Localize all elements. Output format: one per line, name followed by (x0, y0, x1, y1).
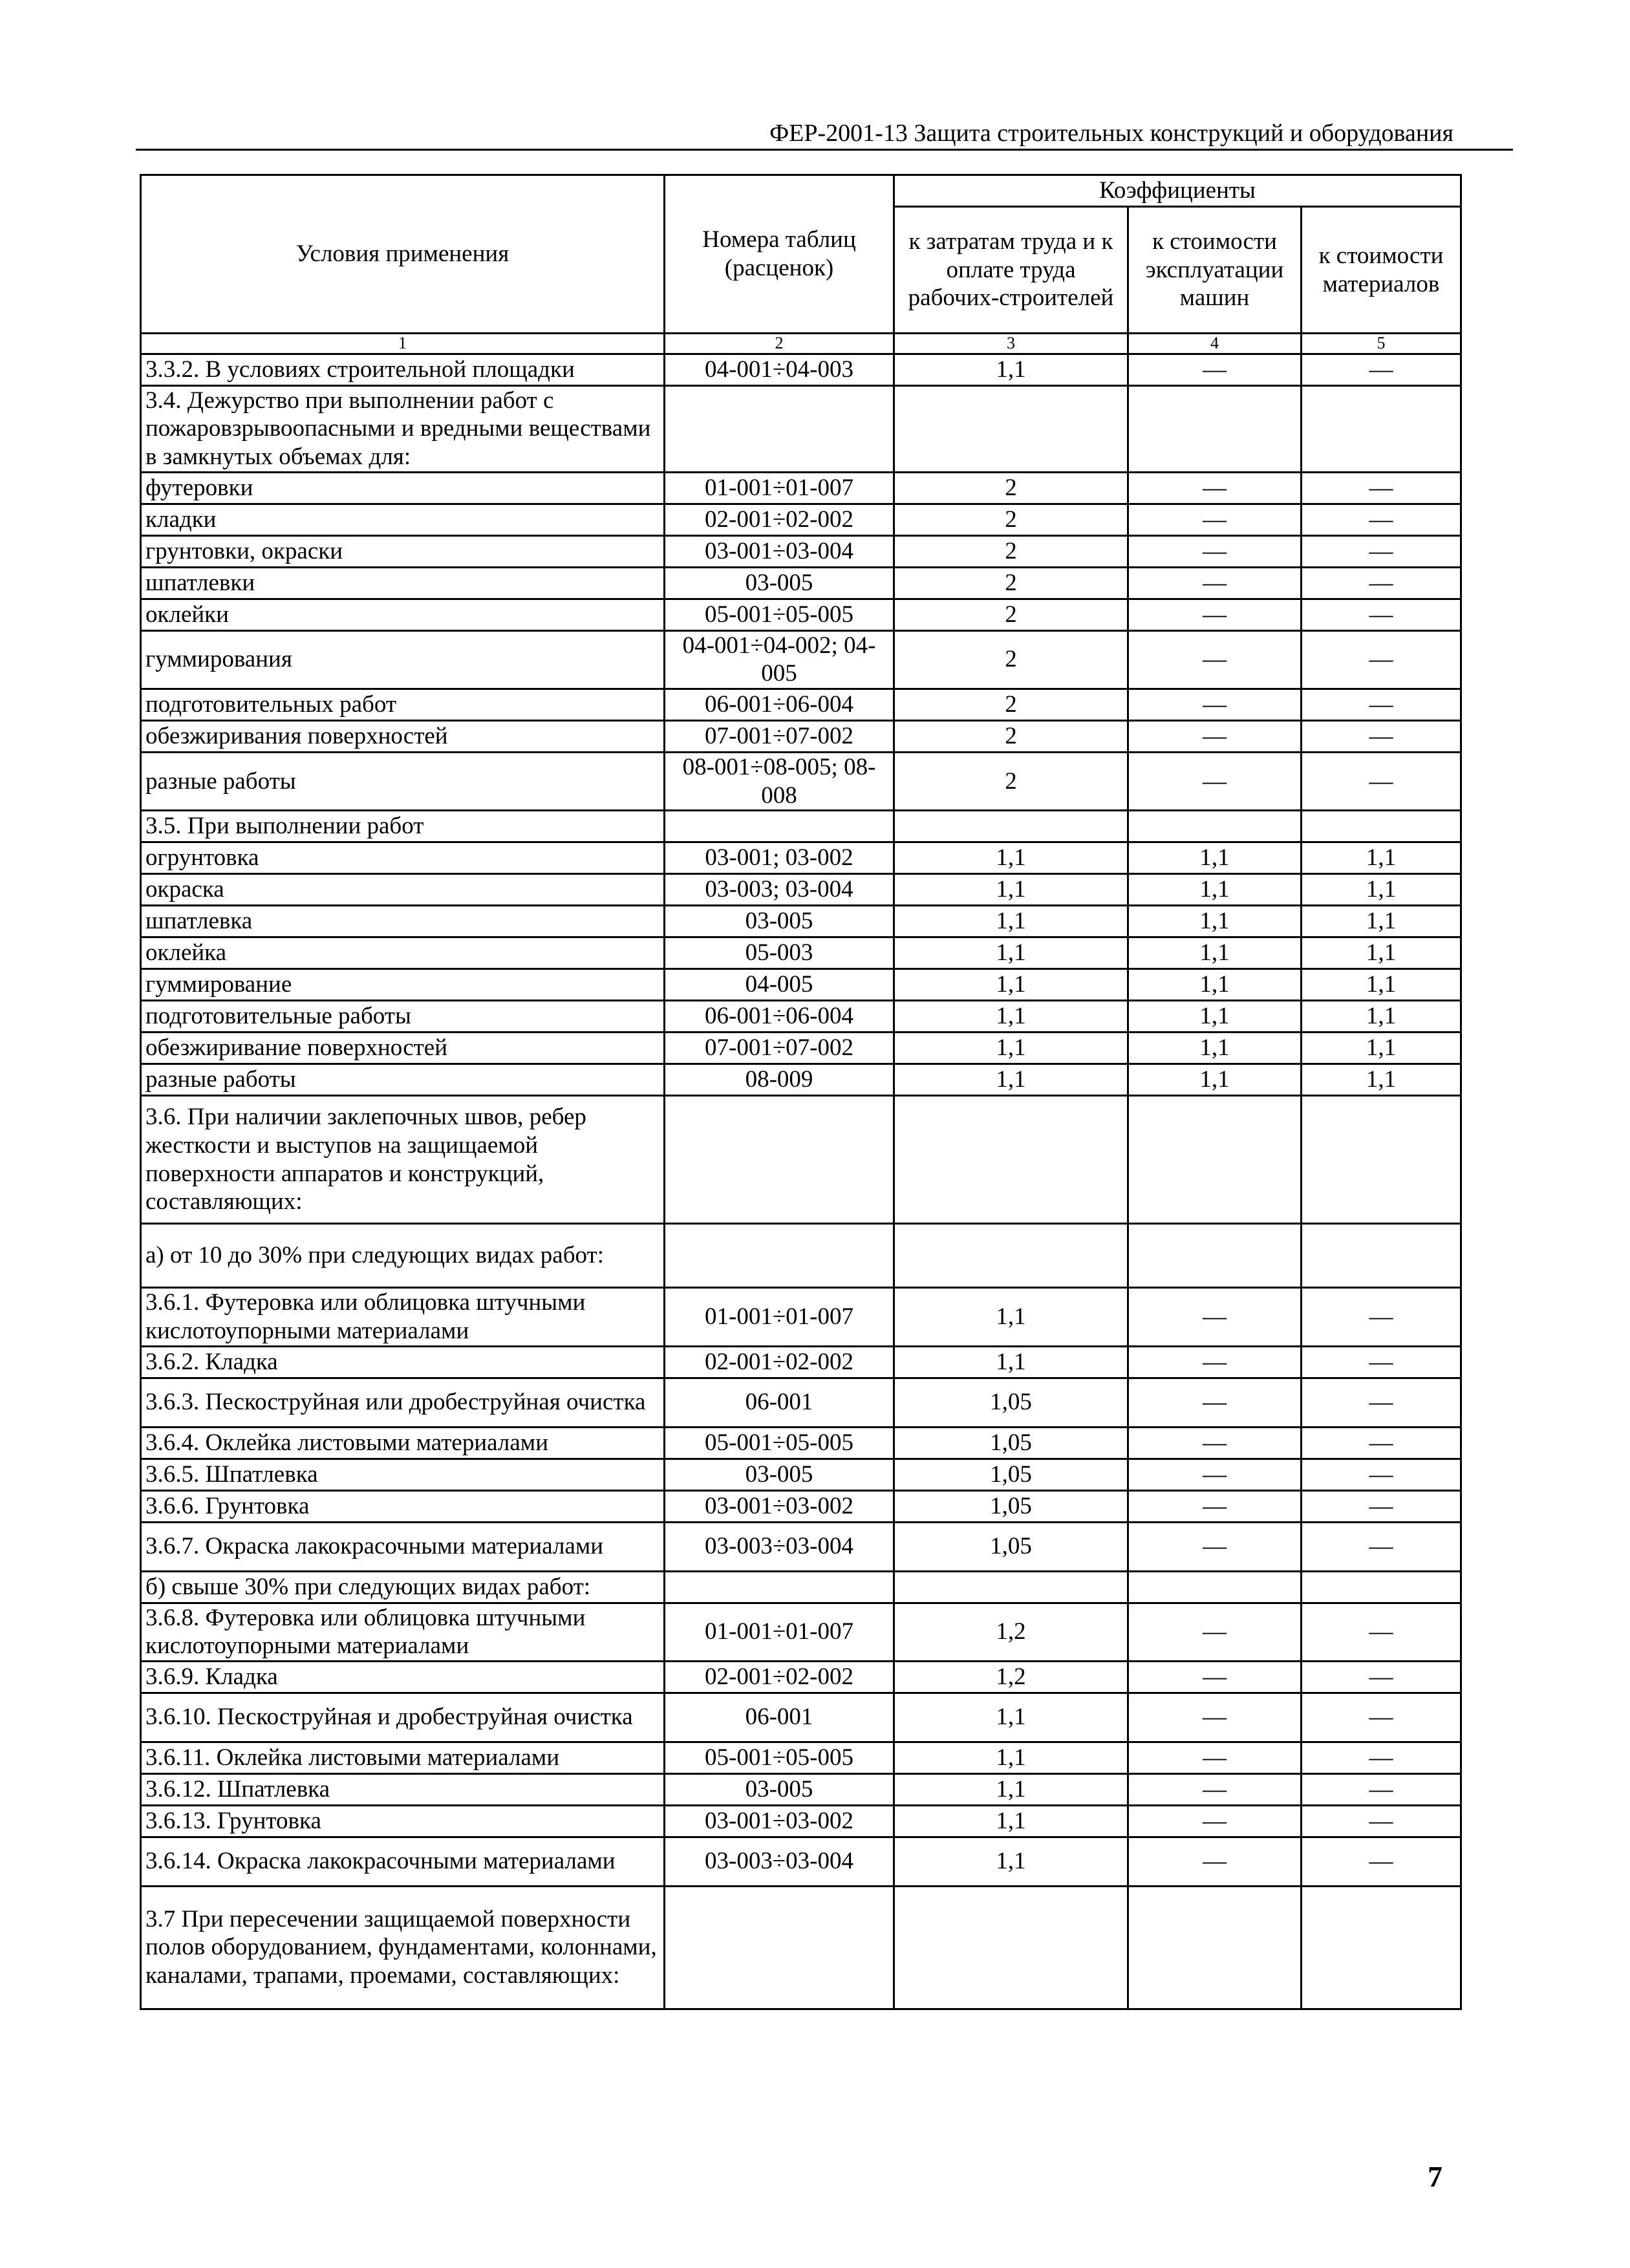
materials-coefficient (1302, 1224, 1461, 1288)
labor-coefficient: 2 (894, 472, 1128, 504)
condition-cell: 3.5. При выполнении работ (141, 811, 665, 842)
materials-coefficient: — (1302, 1459, 1461, 1490)
condition-cell: футеровки (141, 472, 665, 504)
labor-coefficient: 1,1 (894, 1837, 1128, 1886)
condition-cell: 3.6.4. Оклейка листовыми материалами (141, 1427, 665, 1459)
table-row (141, 535, 1461, 567)
materials-coefficient: — (1302, 1490, 1461, 1522)
table-row (141, 1224, 1461, 1288)
table-row (141, 1805, 1461, 1837)
page-header (136, 115, 1513, 151)
materials-coefficient: — (1302, 752, 1461, 810)
condition-cell: шпатлевка (141, 906, 665, 937)
condition-cell: 3.6.10. Пескоструйная и дробеструйная очистка (141, 1693, 665, 1742)
table-row (141, 1693, 1461, 1742)
labor-coefficient: 1,1 (894, 969, 1128, 1001)
materials-coefficient: — (1302, 1837, 1461, 1886)
header-conditions: Условия применения (141, 175, 665, 334)
condition-cell: б) свыше 30% при следующих видах работ: (141, 1571, 665, 1603)
condition-cell: 3.6.1. Футеровка или облицовка штучными кислотоупорными материалами (141, 1288, 665, 1346)
condition-cell: оклейки (141, 599, 665, 630)
machines-coefficient (1128, 811, 1302, 842)
machines-coefficient: — (1128, 1837, 1302, 1886)
condition-cell: подготовительные работы (141, 1001, 665, 1032)
table-number-cell: 05-001÷05-005 (665, 1427, 894, 1459)
table-number-cell: 05-001÷05-005 (665, 599, 894, 630)
table-number-cell: 02-001÷02-002 (665, 504, 894, 535)
condition-cell: подготовительных работ (141, 689, 665, 720)
machines-coefficient: — (1128, 535, 1302, 567)
condition-cell: 3.6.7. Окраска лакокрасочными материалами (141, 1522, 665, 1571)
machines-coefficient: — (1128, 567, 1302, 599)
labor-coefficient: 1,2 (894, 1661, 1128, 1693)
table-row (141, 874, 1461, 906)
condition-cell: 3.6.5. Шпатлевка (141, 1459, 665, 1490)
machines-coefficient (1128, 1886, 1302, 2009)
machines-coefficient: — (1128, 689, 1302, 720)
header-labor: к затратам труда и к оплате труда рабочих-строителей (894, 207, 1128, 334)
labor-coefficient: 2 (894, 689, 1128, 720)
materials-coefficient (1302, 811, 1461, 842)
condition-cell: окраска (141, 874, 665, 906)
table-number-cell: 04-001÷04-002; 04-005 (665, 630, 894, 689)
machines-coefficient: — (1128, 1490, 1302, 1522)
materials-coefficient: — (1302, 567, 1461, 599)
table-number-cell: 04-005 (665, 969, 894, 1001)
materials-coefficient: — (1302, 1378, 1461, 1427)
table-number-cell: 06-001 (665, 1693, 894, 1742)
machines-coefficient: 1,1 (1128, 937, 1302, 969)
header-coefficients: Коэффициенты (894, 175, 1461, 207)
condition-cell: 3.6.6. Грунтовка (141, 1490, 665, 1522)
machines-coefficient: — (1128, 1603, 1302, 1661)
header-table-numbers: Номера таблиц (расценок) (665, 175, 894, 334)
condition-cell: огрунтовка (141, 842, 665, 874)
machines-coefficient: 1,1 (1128, 1032, 1302, 1064)
table-row (141, 1064, 1461, 1096)
table-row (141, 1096, 1461, 1224)
labor-coefficient: 1,05 (894, 1459, 1128, 1490)
table-row (141, 630, 1461, 689)
condition-cell: разные работы (141, 752, 665, 810)
column-index: 4 (1128, 334, 1302, 354)
materials-coefficient: 1,1 (1302, 969, 1461, 1001)
condition-cell: 3.6.2. Кладка (141, 1346, 665, 1378)
table-number-cell (665, 385, 894, 472)
labor-coefficient: 2 (894, 504, 1128, 535)
column-index: 5 (1302, 334, 1461, 354)
machines-coefficient: — (1128, 630, 1302, 689)
materials-coefficient: — (1302, 1773, 1461, 1805)
table-row (141, 1427, 1461, 1459)
condition-cell: кладки (141, 504, 665, 535)
machines-coefficient: — (1128, 1693, 1302, 1742)
table-row (141, 1288, 1461, 1346)
table-row (141, 1742, 1461, 1773)
table-row (141, 1032, 1461, 1064)
materials-coefficient: — (1302, 535, 1461, 567)
condition-cell: 3.6.8. Футеровка или облицовка штучными кислотоупорными материалами (141, 1603, 665, 1661)
machines-coefficient: 1,1 (1128, 842, 1302, 874)
condition-cell: 3.3.2. В условиях строительной площадки (141, 354, 665, 385)
machines-coefficient (1128, 385, 1302, 472)
table-number-cell: 03-005 (665, 1459, 894, 1490)
labor-coefficient: 1,05 (894, 1427, 1128, 1459)
labor-coefficient: 1,1 (894, 937, 1128, 969)
machines-coefficient: 1,1 (1128, 874, 1302, 906)
table-row (141, 1346, 1461, 1378)
condition-cell: 3.6.3. Пескоструйная или дробеструйная очистка (141, 1378, 665, 1427)
machines-coefficient: — (1128, 1288, 1302, 1346)
materials-coefficient (1302, 1096, 1461, 1224)
table-row (141, 842, 1461, 874)
materials-coefficient: — (1302, 1427, 1461, 1459)
table-row (141, 385, 1461, 472)
machines-coefficient: 1,1 (1128, 1064, 1302, 1096)
materials-coefficient: 1,1 (1302, 937, 1461, 969)
materials-coefficient: — (1302, 354, 1461, 385)
labor-coefficient: 2 (894, 630, 1128, 689)
materials-coefficient: — (1302, 1346, 1461, 1378)
table-row (141, 1490, 1461, 1522)
table-row (141, 567, 1461, 599)
table-row (141, 689, 1461, 720)
machines-coefficient (1128, 1224, 1302, 1288)
labor-coefficient (894, 1224, 1128, 1288)
machines-coefficient: — (1128, 752, 1302, 810)
machines-coefficient: — (1128, 1346, 1302, 1378)
labor-coefficient (894, 1096, 1128, 1224)
table-number-cell (665, 1571, 894, 1603)
table-row (141, 720, 1461, 752)
table-number-cell: 03-005 (665, 906, 894, 937)
machines-coefficient (1128, 1571, 1302, 1603)
table-row (141, 1001, 1461, 1032)
table-row (141, 1522, 1461, 1571)
materials-coefficient: — (1302, 472, 1461, 504)
header-machines: к стоимости эксплуатации машин (1128, 207, 1302, 334)
table-number-cell: 05-001÷05-005 (665, 1742, 894, 1773)
machines-coefficient: — (1128, 1378, 1302, 1427)
table-number-cell: 04-001÷04-003 (665, 354, 894, 385)
labor-coefficient: 2 (894, 535, 1128, 567)
machines-coefficient: 1,1 (1128, 1001, 1302, 1032)
table-number-cell: 07-001÷07-002 (665, 720, 894, 752)
table-number-cell: 06-001 (665, 1378, 894, 1427)
materials-coefficient: — (1302, 1693, 1461, 1742)
condition-cell: 3.7 При пересечении защищаемой поверхности полов оборудованием, фундаментами, колоннами, каналами, трапами, проемами, составляющих: (141, 1886, 665, 2009)
labor-coefficient (894, 811, 1128, 842)
labor-coefficient: 2 (894, 752, 1128, 810)
materials-coefficient: — (1302, 1603, 1461, 1661)
materials-coefficient: — (1302, 599, 1461, 630)
labor-coefficient: 1,1 (894, 1346, 1128, 1378)
machines-coefficient: — (1128, 472, 1302, 504)
table-number-cell: 03-005 (665, 1773, 894, 1805)
machines-coefficient: 1,1 (1128, 906, 1302, 937)
document-title: ФЕР-2001-13 Защита строительных конструкций и оборудования (769, 120, 1453, 147)
table-number-cell (665, 1224, 894, 1288)
materials-coefficient (1302, 1571, 1461, 1603)
table-row (141, 1603, 1461, 1661)
labor-coefficient: 1,1 (894, 1288, 1128, 1346)
machines-coefficient: — (1128, 1459, 1302, 1490)
materials-coefficient: — (1302, 720, 1461, 752)
table-number-cell: 03-001÷03-002 (665, 1490, 894, 1522)
machines-coefficient: — (1128, 720, 1302, 752)
materials-coefficient (1302, 385, 1461, 472)
table-number-cell: 08-001÷08-005; 08-008 (665, 752, 894, 810)
machines-coefficient: — (1128, 1742, 1302, 1773)
labor-coefficient: 1,1 (894, 1693, 1128, 1742)
labor-coefficient: 1,1 (894, 354, 1128, 385)
materials-coefficient: 1,1 (1302, 1064, 1461, 1096)
header-materials: к стоимости материалов (1302, 207, 1461, 334)
table-row (141, 1378, 1461, 1427)
labor-coefficient (894, 385, 1128, 472)
table-row (141, 937, 1461, 969)
materials-coefficient: — (1302, 689, 1461, 720)
table-row (141, 599, 1461, 630)
labor-coefficient: 1,05 (894, 1522, 1128, 1571)
materials-coefficient: — (1302, 630, 1461, 689)
labor-coefficient: 1,05 (894, 1490, 1128, 1522)
machines-coefficient: — (1128, 1805, 1302, 1837)
machines-coefficient: — (1128, 1773, 1302, 1805)
table-number-cell: 08-009 (665, 1064, 894, 1096)
table-number-cell: 05-003 (665, 937, 894, 969)
materials-coefficient: 1,1 (1302, 1032, 1461, 1064)
labor-coefficient: 1,1 (894, 1064, 1128, 1096)
machines-coefficient: — (1128, 1427, 1302, 1459)
table-row (141, 969, 1461, 1001)
table-number-cell: 03-001; 03-002 (665, 842, 894, 874)
table-number-cell: 03-003÷03-004 (665, 1837, 894, 1886)
condition-cell: 3.6. При наличии заклепочных швов, ребер жесткости и выступов на защищаемой поверхности аппаратов и конструкций, составляющих: (141, 1096, 665, 1224)
table-number-cell: 01-001÷01-007 (665, 472, 894, 504)
table-row (141, 1459, 1461, 1490)
labor-coefficient (894, 1886, 1128, 2009)
materials-coefficient: — (1302, 1742, 1461, 1773)
condition-cell: 3.6.9. Кладка (141, 1661, 665, 1693)
column-index-row (141, 334, 1461, 354)
materials-coefficient: — (1302, 1522, 1461, 1571)
materials-coefficient: 1,1 (1302, 906, 1461, 937)
condition-cell: разные работы (141, 1064, 665, 1096)
table-number-cell: 03-003÷03-004 (665, 1522, 894, 1571)
table-number-cell (665, 1886, 894, 2009)
materials-coefficient: 1,1 (1302, 874, 1461, 906)
materials-coefficient: 1,1 (1302, 842, 1461, 874)
labor-coefficient: 2 (894, 599, 1128, 630)
table-row (141, 906, 1461, 937)
labor-coefficient: 2 (894, 567, 1128, 599)
machines-coefficient: 1,1 (1128, 969, 1302, 1001)
column-index: 2 (665, 334, 894, 354)
materials-coefficient: — (1302, 1661, 1461, 1693)
condition-cell: 3.6.11. Оклейка листовыми материалами (141, 1742, 665, 1773)
condition-cell: 3.6.12. Шпатлевка (141, 1773, 665, 1805)
machines-coefficient: — (1128, 599, 1302, 630)
materials-coefficient (1302, 1886, 1461, 2009)
table-number-cell: 03-003; 03-004 (665, 874, 894, 906)
table-row (141, 1571, 1461, 1603)
machines-coefficient: — (1128, 354, 1302, 385)
table-number-cell: 01-001÷01-007 (665, 1288, 894, 1346)
table-row (141, 1773, 1461, 1805)
condition-cell: обезжиривания поверхностей (141, 720, 665, 752)
labor-coefficient: 1,1 (894, 1773, 1128, 1805)
table-number-cell: 01-001÷01-007 (665, 1603, 894, 1661)
machines-coefficient (1128, 1096, 1302, 1224)
materials-coefficient: — (1302, 1288, 1461, 1346)
table-number-cell: 06-001÷06-004 (665, 1001, 894, 1032)
table-number-cell (665, 1096, 894, 1224)
labor-coefficient: 1,1 (894, 842, 1128, 874)
table-row (141, 504, 1461, 535)
condition-cell: 3.6.14. Окраска лакокрасочными материалами (141, 1837, 665, 1886)
table-number-cell: 02-001÷02-002 (665, 1661, 894, 1693)
materials-coefficient: — (1302, 504, 1461, 535)
labor-coefficient: 1,2 (894, 1603, 1128, 1661)
column-index: 1 (141, 334, 665, 354)
condition-cell: 3.4. Дежурство при выполнении работ с пожаровзрывоопасными и вредными веществами в замкнутых объемах для: (141, 385, 665, 472)
labor-coefficient: 1,1 (894, 1032, 1128, 1064)
table-number-cell (665, 811, 894, 842)
labor-coefficient: 1,1 (894, 1742, 1128, 1773)
coefficients-table (140, 174, 1462, 2010)
labor-coefficient: 1,1 (894, 1805, 1128, 1837)
table-number-cell: 07-001÷07-002 (665, 1032, 894, 1064)
machines-coefficient: — (1128, 504, 1302, 535)
labor-coefficient: 1,1 (894, 874, 1128, 906)
page-number: 7 (1428, 2160, 1442, 2193)
condition-cell: гуммирования (141, 630, 665, 689)
materials-coefficient: — (1302, 1805, 1461, 1837)
labor-coefficient (894, 1571, 1128, 1603)
labor-coefficient: 2 (894, 720, 1128, 752)
condition-cell: 3.6.13. Грунтовка (141, 1805, 665, 1837)
table-number-cell: 06-001÷06-004 (665, 689, 894, 720)
materials-coefficient: 1,1 (1302, 1001, 1461, 1032)
labor-coefficient: 1,1 (894, 906, 1128, 937)
labor-coefficient: 1,1 (894, 1001, 1128, 1032)
table-row (141, 1661, 1461, 1693)
table-number-cell: 03-001÷03-004 (665, 535, 894, 567)
table-number-cell: 03-005 (665, 567, 894, 599)
condition-cell: обезжиривание поверхностей (141, 1032, 665, 1064)
labor-coefficient: 1,05 (894, 1378, 1128, 1427)
machines-coefficient: — (1128, 1661, 1302, 1693)
table-row (141, 354, 1461, 385)
condition-cell: а) от 10 до 30% при следующих видах работ: (141, 1224, 665, 1288)
table-number-cell: 03-001÷03-002 (665, 1805, 894, 1837)
table-row (141, 752, 1461, 810)
condition-cell: гуммирование (141, 969, 665, 1001)
table-row (141, 811, 1461, 842)
condition-cell: шпатлевки (141, 567, 665, 599)
table-number-cell: 02-001÷02-002 (665, 1346, 894, 1378)
table-row (141, 472, 1461, 504)
column-index: 3 (894, 334, 1128, 354)
condition-cell: грунтовки, окраски (141, 535, 665, 567)
table-row (141, 1886, 1461, 2009)
table-row (141, 1837, 1461, 1886)
condition-cell: оклейка (141, 937, 665, 969)
machines-coefficient: — (1128, 1522, 1302, 1571)
